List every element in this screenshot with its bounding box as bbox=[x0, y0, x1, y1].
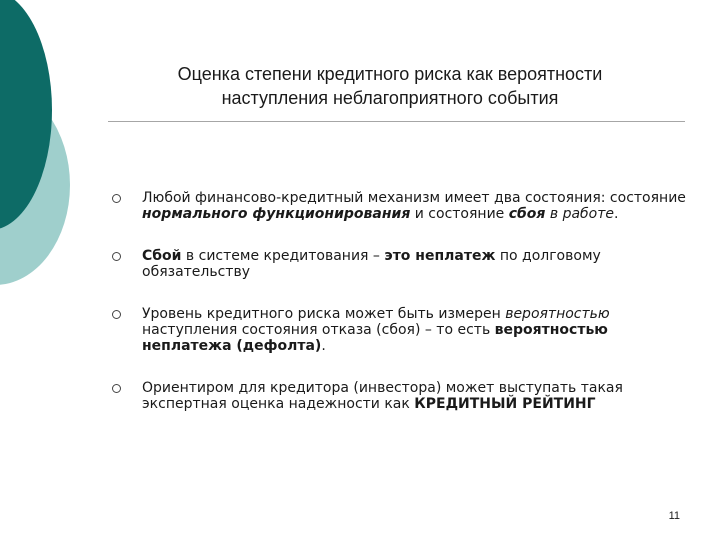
bullet-2-emphasis-failure: Сбой bbox=[142, 248, 182, 264]
bullet-3-text: Уровень кредитного риска может быть измерен bbox=[142, 306, 506, 322]
bullet-3-period: . bbox=[321, 338, 326, 354]
bullet-1-text: Любой финансово-кредитный механизм имеет два состояния: состояние bbox=[142, 190, 686, 206]
bullet-2-emphasis-nonpayment: это неплатеж bbox=[384, 248, 496, 264]
bullet-1-italic-work: в работе bbox=[545, 206, 615, 222]
slide-title-line-2: наступления неблагоприятного события bbox=[221, 88, 559, 108]
bullet-item-3 bbox=[112, 306, 692, 354]
title-divider bbox=[108, 121, 685, 122]
bullet-1-text-2: и состояние bbox=[410, 206, 509, 222]
page-number: 11 bbox=[668, 510, 680, 522]
bullet-circle-icon bbox=[112, 252, 121, 261]
bullet-circle-icon bbox=[112, 310, 121, 319]
slide-title-line-1: Оценка степени кредитного риска как вероятности bbox=[177, 64, 603, 84]
bullet-2-text: в системе кредитования – bbox=[181, 248, 385, 264]
bullet-2-text-2: по долговому обязательству bbox=[142, 248, 601, 280]
bullet-item-4 bbox=[112, 380, 692, 412]
bullet-3-italic-probability: вероятностью bbox=[505, 306, 610, 322]
bullet-1-emphasis-normal: нормального функционирования bbox=[142, 206, 411, 222]
bullet-circle-icon bbox=[112, 384, 121, 393]
slide-title bbox=[130, 62, 650, 110]
bullet-item-1 bbox=[112, 190, 692, 222]
bullet-list bbox=[112, 190, 692, 412]
bullet-circle-icon bbox=[112, 194, 121, 203]
bullet-4-text: Ориентиром для кредитора (инвестора) может выступать такая экспертная оценка надежности как bbox=[142, 380, 623, 412]
decorative-circles bbox=[0, 0, 80, 300]
bullet-item-2 bbox=[112, 248, 692, 280]
bullet-3-emphasis-default: вероятностью неплатежа (дефолта) bbox=[142, 322, 608, 354]
bullet-3-text-2: наступления состояния отказа (сбоя) – то есть bbox=[142, 322, 495, 338]
bullet-1-emphasis-failure: сбоя bbox=[508, 206, 546, 222]
bullet-4-emphasis-rating: КРЕДИТНЫЙ РЕЙТИНГ bbox=[414, 396, 596, 412]
bullet-1-period: . bbox=[614, 206, 619, 222]
